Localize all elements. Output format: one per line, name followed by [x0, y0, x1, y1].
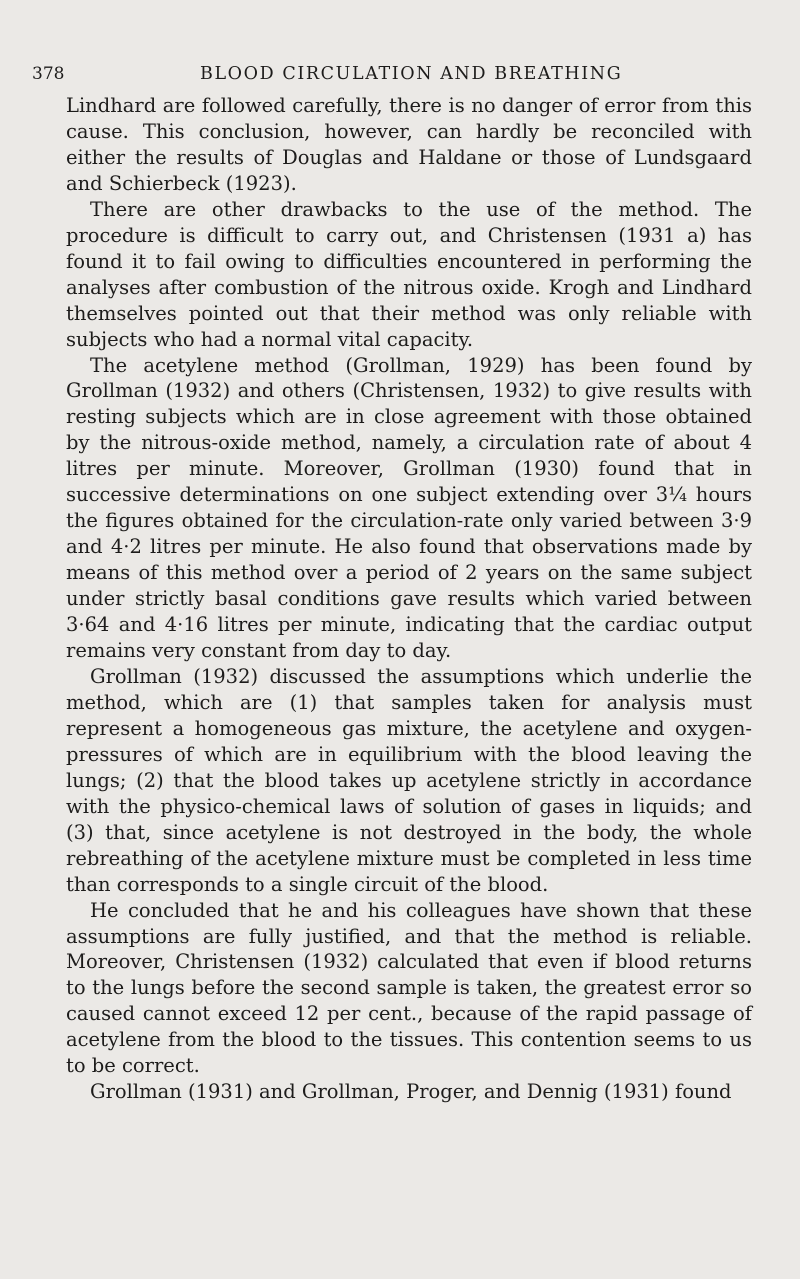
paragraph: The acetylene method (Grollman, 1929) has been found by Grollman (1932) and others (Christensen, 1932) to give results with resting subjects which are in close agreement with those obtained by the nitrous-oxide method, namely, a circulation rate of about 4 litres per minute. Moreover, Grollman (1930) found that in successive determinations on one subject extending over 3¼ hours the figures obtained for the circulation-rate only varied between 3·9 and 4·2 litres per minute. He also found that observations made by means of this method over a period of 2 years on the same subject under strictly basal conditions gave results which varied between 3·64 and 4·16 litres per minute, indicating that the cardiac output remains very constant from day to day. — [66, 353, 752, 663]
running-head: BLOOD CIRCULATION AND BREATHING — [200, 64, 623, 84]
body-text — [66, 93, 752, 1105]
paragraph: Lindhard are followed carefully, there is no danger of error from this cause. This conclusion, however, can hardly be reconciled with either the results of Douglas and Haldane or those of Lundsgaard and Schierbeck (1923). — [66, 94, 752, 195]
paragraph: He concluded that he and his colleagues have shown that these assumptions are fully justified, and that the method is reliable. Moreover, Christensen (1932) calculated that even if blood returns to the lungs before the second sample is taken, the greatest error so caused cannot exceed 12 per cent., because of the rapid passage of acetylene from the blood to the tissues. This contention seems to us to be correct. — [66, 898, 752, 1078]
paragraph: There are other drawbacks to the use of the method. The procedure is difficult to carry out, and Christensen (1931 a) has found it to fail owing to difficulties encountered in performing the analyses after combustion of the nitrous oxide. Krogh and Lindhard themselves pointed out that their method was only reliable with subjects who had a normal vital capacity. — [66, 197, 752, 351]
paragraph: Grollman (1932) discussed the assumptions which underlie the method, which are (1) that samples taken for analysis must represent a homogeneous gas mixture, the acetylene and oxygen-pressures of which are in equilibrium with the blood leaving the lungs; (2) that the blood takes up acetylene strictly in accordance with the physico-chemical laws of solution of gases in liquids; and (3) that, since acetylene is not destroyed in the body, the whole rebreathing of the acetylene mixture must be completed in less time than corresponds to a single circuit of the blood. — [66, 664, 752, 896]
paragraph: Grollman (1931) and Grollman, Proger, and Dennig (1931) found — [90, 1080, 732, 1104]
page-number: 378 — [32, 64, 65, 84]
